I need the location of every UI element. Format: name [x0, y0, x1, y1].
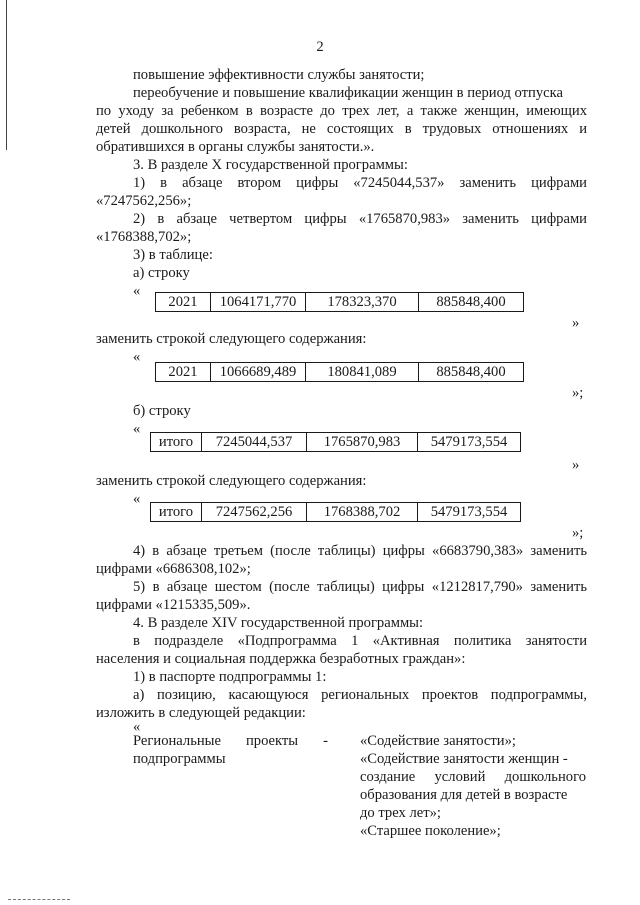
text-line: 4. В разделе XIV государственной программы:: [133, 615, 424, 631]
table-cell: 1064171,770: [211, 293, 306, 312]
table-cell: итого: [151, 433, 202, 452]
list-item: образования для детей в возрасте: [360, 787, 568, 803]
text-line: заменить строкой следующего содержания:: [96, 331, 367, 347]
table-cell: 180841,089: [306, 363, 419, 382]
text-line: обратившихся в органы службы занятости.».: [96, 139, 375, 155]
text-line: заменить строкой следующего содержания:: [96, 473, 367, 489]
text-line: по уходу за ребенком в возрасте до трех лет, а также женщин, имеющих: [96, 103, 587, 119]
table-cell: 5479173,554: [418, 433, 521, 452]
table-row-new-2021: [155, 362, 524, 382]
text-line: «1768388,702»;: [96, 229, 192, 245]
text-line: населения и социальная поддержка безработных граждан»:: [96, 651, 466, 667]
text-line: а) строку: [133, 265, 190, 281]
text-line: 3. В разделе X государственной программы:: [133, 157, 408, 173]
open-quote: «: [133, 719, 141, 735]
table-row-new-total: [150, 502, 521, 522]
open-quote: «: [133, 283, 141, 299]
table-cell: итого: [151, 503, 202, 522]
text-line: изложить в следующей редакции:: [96, 705, 306, 721]
table-cell: 885848,400: [419, 363, 524, 382]
scan-edge-line: [6, 0, 7, 150]
text-line: повышение эффективности службы занятости;: [133, 67, 425, 83]
table-cell: 1768388,702: [307, 503, 418, 522]
open-quote: «: [133, 421, 141, 437]
text-line: в подразделе «Подпрограмма 1 «Активная политика занятости: [133, 633, 587, 649]
text-line: 1) в паспорте подпрограммы 1:: [133, 669, 327, 685]
table-row-original-2021: [155, 292, 524, 312]
list-item: «Содействие занятости женщин -: [360, 751, 568, 767]
table-cell: 885848,400: [419, 293, 524, 312]
text-line: «7247562,256»;: [96, 193, 192, 209]
table-cell: 2021: [156, 363, 211, 382]
footer-dashed-line: [8, 899, 70, 901]
regional-projects-list: [360, 732, 586, 840]
list-item: «Содействие занятости»;: [360, 733, 516, 749]
close-quote: »;: [572, 525, 584, 541]
table-cell: 5479173,554: [418, 503, 521, 522]
text-line: 4) в абзаце третьем (после таблицы) цифры «6683790,383» заменить: [133, 543, 587, 559]
text-line: цифрами «1215335,509».: [96, 597, 251, 613]
text-line: 1) в абзаце втором цифры «7245044,537» заменить цифрами: [133, 175, 587, 191]
label-line: Региональные проекты -: [133, 733, 328, 749]
close-quote: »: [572, 315, 580, 331]
text-line: 5) в абзаце шестом (после таблицы) цифры «1212817,790» заменить: [133, 579, 587, 595]
text-line: детей дошкольного возраста, не состоящих в трудовых отношениях и: [96, 121, 587, 137]
text-line: а) позицию, касающуюся региональных проектов подпрограммы,: [133, 687, 587, 703]
close-quote: »: [572, 457, 580, 473]
text-line: 3) в таблице:: [133, 247, 213, 263]
regional-projects-label: [133, 732, 328, 768]
text-line: б) строку: [133, 403, 191, 419]
table-cell: 2021: [156, 293, 211, 312]
table-cell: 1066689,489: [211, 363, 306, 382]
table-row-original-total: [150, 432, 521, 452]
text-line: 2) в абзаце четвертом цифры «1765870,983» заменить цифрами: [133, 211, 587, 227]
label-line: подпрограммы: [133, 751, 226, 767]
table-cell: 178323,370: [306, 293, 419, 312]
open-quote: «: [133, 491, 141, 507]
list-item: «Старшее поколение»;: [360, 823, 501, 839]
table-cell: 7245044,537: [202, 433, 307, 452]
open-quote: «: [133, 349, 141, 365]
text-line: цифрами «6686308,102»;: [96, 561, 251, 577]
page-number: 2: [316, 39, 324, 55]
close-quote: »;: [572, 385, 584, 401]
text-line: переобучение и повышение квалификации женщин в период отпуска: [133, 85, 563, 101]
list-item: до трех лет»;: [360, 805, 441, 821]
table-cell: 1765870,983: [307, 433, 418, 452]
list-item: создание условий дошкольного: [360, 769, 586, 785]
table-cell: 7247562,256: [202, 503, 307, 522]
